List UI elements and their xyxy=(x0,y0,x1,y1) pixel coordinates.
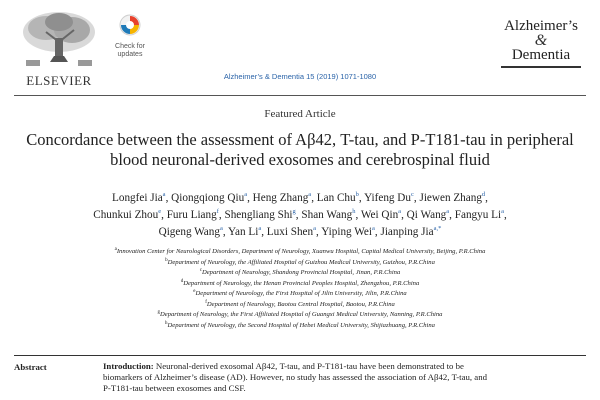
author-item[interactable] xyxy=(301,209,355,221)
author-item[interactable] xyxy=(455,209,504,221)
author-name: Shan Wang xyxy=(301,209,353,221)
author-name: Yiping Wei xyxy=(321,226,372,238)
author-affiliation-mark[interactable]: a xyxy=(162,191,166,198)
author-name: Lan Chu xyxy=(316,192,356,204)
author-affiliation-mark[interactable]: a xyxy=(308,191,312,198)
author-affiliation-mark[interactable]: d xyxy=(481,191,486,198)
header-divider xyxy=(14,95,586,96)
author-name: Fangyu Li xyxy=(454,209,502,221)
author-item[interactable] xyxy=(364,192,414,204)
author-name: Wei Qin xyxy=(360,209,399,221)
crossmark-icon xyxy=(119,14,141,36)
author-affiliation-mark[interactable]: a xyxy=(219,225,223,232)
author-affiliation-mark[interactable]: a xyxy=(398,208,402,215)
journal-logo-ampersand: & xyxy=(534,32,548,49)
author-affiliation-mark[interactable]: c xyxy=(410,191,414,198)
author-list: Longfei Jia$^a$, Qiongqiong Qiu$^a$, Heng Zhang$^a$, Lan Chu$^b$, Yifeng Du$^c$, Jiewen Zhang$^d$, Chunkui Zhou$^e$, Furu Liang$^f$, Shengliang Shi$^g$, Shan Wang$^h$, Wei Qin$^a$, Qi Wang$^a$, Fangyu Li$^a$, Qigeng Wang$^a$, Yan Li$^a$, Luxi Shen$^a$, Yiping Wei$^a$, Jianping Jia$^{a,*}$ xyxy=(93,191,507,238)
author-item[interactable] xyxy=(407,209,450,221)
article-type: Featured Article xyxy=(264,108,336,120)
author-name: Shengliang Shi xyxy=(224,209,293,221)
affiliation-item xyxy=(20,300,580,311)
author-name: Jianping Jia xyxy=(380,226,434,238)
author-name: Yan Li xyxy=(228,226,259,238)
crossmark-line-2: updates xyxy=(117,51,143,58)
author-item[interactable] xyxy=(224,209,295,221)
author-name: Chunkui Zhou xyxy=(93,209,159,221)
affiliation-item xyxy=(20,247,580,258)
author-name: Luxi Shen xyxy=(266,226,314,238)
author-affiliation-mark[interactable]: f xyxy=(216,208,219,215)
author-item[interactable] xyxy=(171,192,247,204)
affiliation-mark: b xyxy=(165,257,168,263)
author-item[interactable] xyxy=(159,226,223,238)
author-item[interactable] xyxy=(228,226,261,238)
author-item[interactable] xyxy=(419,192,485,204)
affiliation-mark: d xyxy=(180,278,184,284)
abstract-divider xyxy=(14,355,586,356)
journal-logo-rule xyxy=(501,66,581,68)
author-affiliation-mark[interactable]: b xyxy=(355,191,359,198)
author-item[interactable] xyxy=(380,226,441,238)
author-item[interactable] xyxy=(361,209,401,221)
affiliation-text: Department of Neurology, the Second Hospital of Hebei Medical University, Shijiazhuang, P.R.China xyxy=(167,321,435,329)
author-affiliation-mark[interactable]: a,* xyxy=(433,225,442,232)
check-for-updates-badge[interactable] xyxy=(110,14,150,59)
affiliation-item xyxy=(20,289,580,300)
affiliation-mark: c xyxy=(199,268,202,273)
article-header xyxy=(0,0,600,98)
author-affiliation-mark[interactable]: a xyxy=(501,208,504,215)
affiliation-item xyxy=(20,258,580,269)
author-name: Jiewen Zhang xyxy=(419,192,482,204)
author-affiliation-mark[interactable]: a xyxy=(258,225,262,232)
affiliation-text: Department of Neurology, the First Affiliated Hospital of Guangxi Medical University, Nanning, P.R.China xyxy=(160,311,443,318)
author-affiliation-mark[interactable]: g xyxy=(292,208,296,215)
affiliation-text: Department of Neurology, Baotou Central Hospital, Baotou, P.R.China xyxy=(206,300,395,308)
affiliation-text: Department of Neurology, the Henan Provincial Peoples Hospital, Zhengzhou, P.R.China xyxy=(183,279,420,287)
journal-logo-line-2: Dementia xyxy=(511,47,571,63)
affiliation-list xyxy=(20,247,580,331)
author-item[interactable] xyxy=(267,226,316,238)
affiliation-mark: a xyxy=(114,247,117,252)
article-title: Concordance between the assessment of Aβ42, T-tau, and P-T181-tau in peripheral blood neuronal-derived exosomes and cerebrospinal fluid xyxy=(26,130,574,169)
affiliation-item xyxy=(20,279,580,290)
author-affiliation-mark[interactable]: h xyxy=(352,208,356,215)
affiliation-text: Department of Neurology, the First Hospital of Jilin University, Jilin, P.R.China xyxy=(195,290,407,297)
author-affiliation-mark[interactable]: a xyxy=(446,208,450,215)
author-affiliation-mark[interactable]: a xyxy=(244,191,248,198)
affiliation-mark: h xyxy=(165,320,168,326)
affiliation-text: Department of Neurology, Shandong Provincial Hospital, Jinan, P.R.China xyxy=(201,269,401,276)
abstract-body xyxy=(103,361,493,394)
affiliation-item xyxy=(20,268,580,279)
author-name: Longfei Jia xyxy=(112,192,163,204)
affiliation-item xyxy=(20,321,580,332)
author-name: Heng Zhang xyxy=(252,192,309,204)
author-item[interactable] xyxy=(112,192,166,204)
author-name: Qigeng Wang xyxy=(158,226,220,238)
author-affiliation-mark[interactable]: e xyxy=(158,208,162,215)
abstract-intro-heading: Introduction: xyxy=(103,361,154,371)
author-item[interactable] xyxy=(167,209,219,221)
author-affiliation-mark[interactable]: a xyxy=(371,225,375,232)
author-name: Qi Wang xyxy=(406,209,447,221)
journal-citation[interactable]: Alzheimer’s & Dementia 15 (2019) 1071-1080 xyxy=(223,72,377,81)
author-item[interactable] xyxy=(253,192,312,204)
abstract-label: Abstract xyxy=(14,362,47,372)
author-name: Yifeng Du xyxy=(364,192,411,204)
affiliation-text: Department of Neurology, the Affiliated Hospital of Guizhou Medical University, Guizhou, P.R.China xyxy=(167,258,435,266)
author-item[interactable] xyxy=(317,192,359,204)
affiliation-item xyxy=(20,310,580,321)
publisher-name: ELSEVIER xyxy=(26,73,92,88)
elsevier-tree-icon xyxy=(16,8,102,70)
journal-logo[interactable] xyxy=(496,18,586,68)
author-name: Furu Liang xyxy=(166,209,217,221)
author-name: Qiongqiong Qiu xyxy=(171,192,245,204)
author-item[interactable] xyxy=(321,226,375,238)
author-affiliation-mark[interactable]: a xyxy=(313,225,316,232)
affiliation-mark: e xyxy=(193,289,196,294)
journal-logo-line-1: Alzheimer’s xyxy=(504,18,578,34)
affiliation-text: Innovation Center for Neurological Disorders, Department of Neurology, Xuanwu Hospital, Capital Medical University, Beijing, P.R.China xyxy=(116,248,486,255)
affiliation-mark: f xyxy=(205,299,207,305)
author-item[interactable] xyxy=(93,209,161,221)
crossmark-line-1: Check for xyxy=(115,43,145,50)
abstract-intro-text: Neuronal-derived exosomal Aβ42, T-tau, and P-T181-tau have been demonstrated to be biomarkers of Alzheimer’s disease (AD). However, no study has assessed the association of Aβ42, T-tau, and P-T181-tau between exosomes and CSF. xyxy=(103,361,488,393)
affiliation-mark: g xyxy=(157,310,160,315)
